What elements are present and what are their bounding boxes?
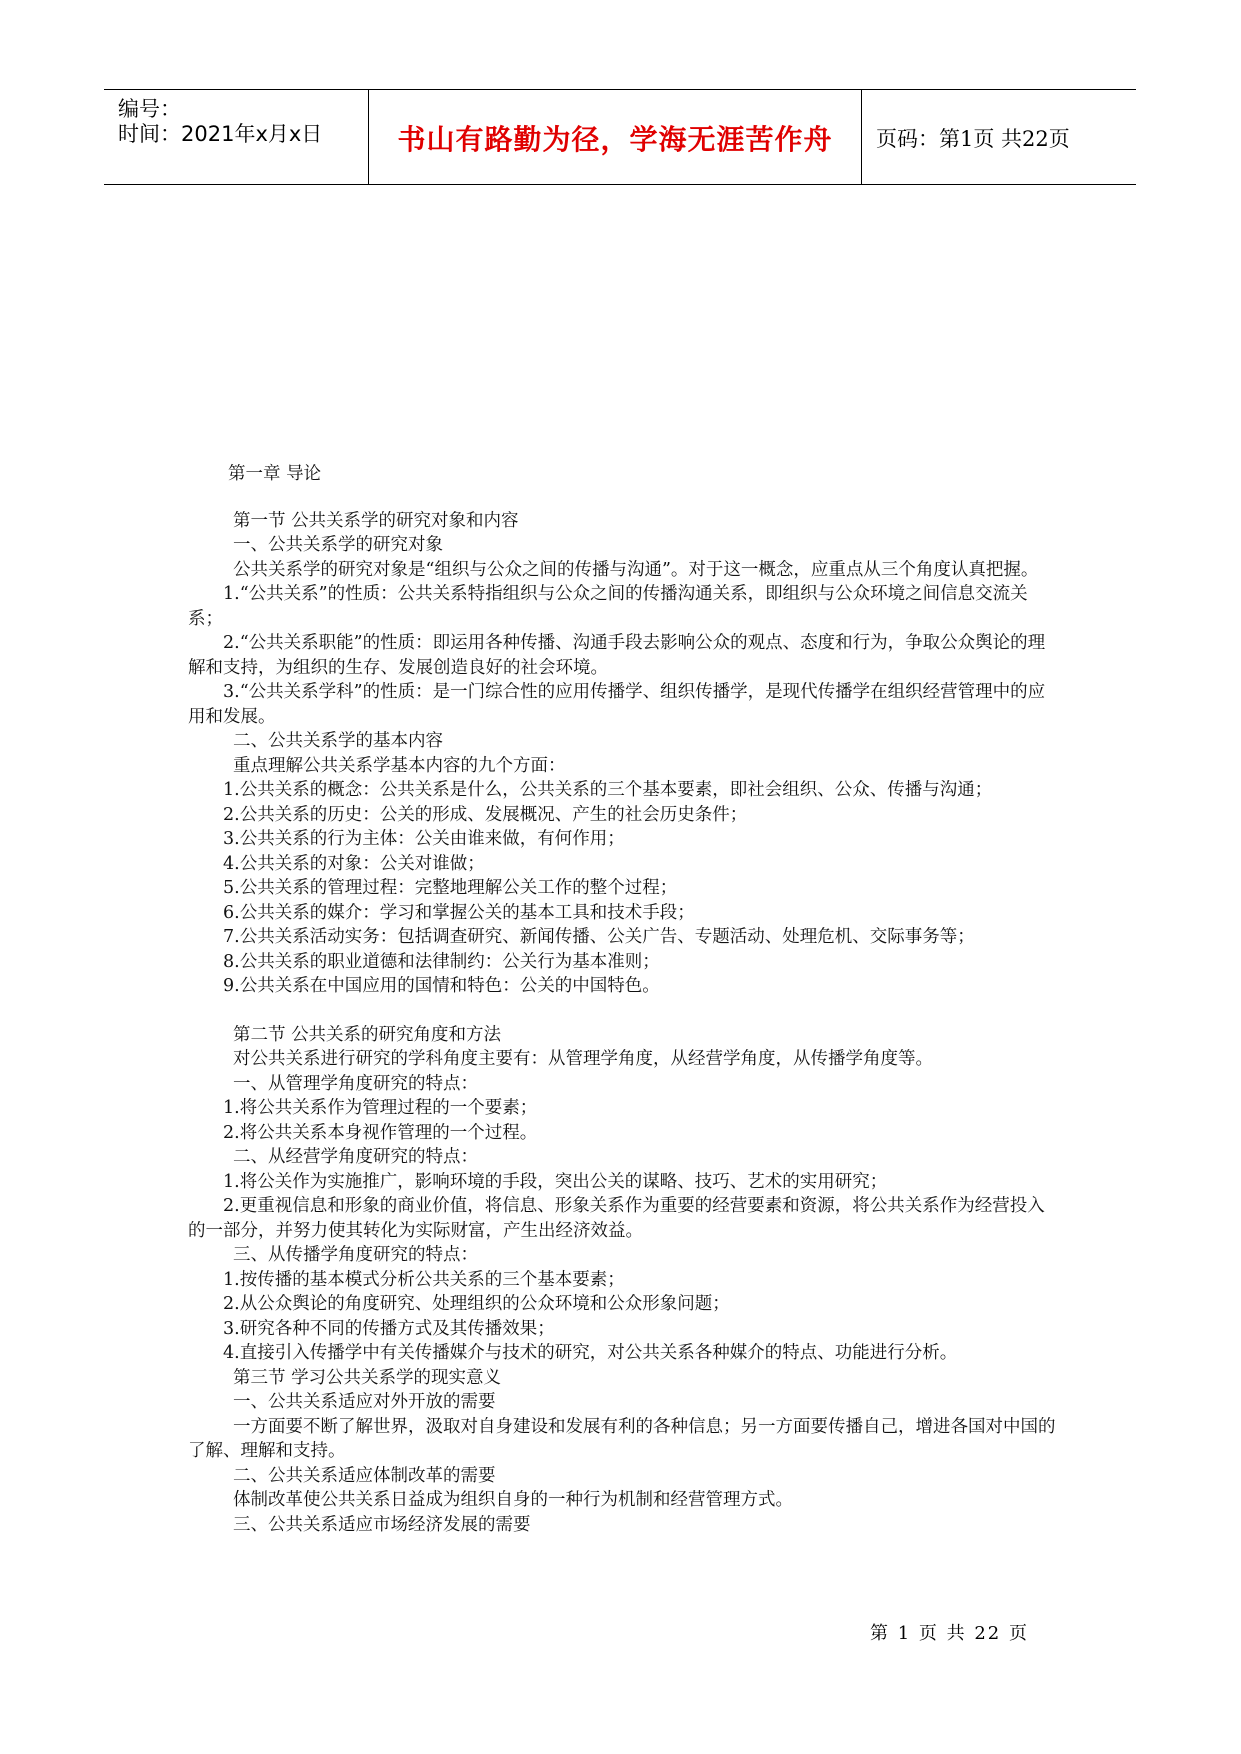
section-heading: 第二节 公共关系的研究角度和方法 bbox=[233, 1024, 502, 1045]
section-heading: 第三节 学习公共关系学的现实意义 bbox=[233, 1367, 502, 1388]
list-item: 5.公共关系的管理过程：完整地理解公关工作的整个过程； bbox=[223, 878, 678, 898]
chapter-title: 第一章 导论 bbox=[228, 464, 322, 484]
list-item: 1.公共关系的概念：公共关系是什么，公共关系的三个基本要素，即社会组织、公众、传播与沟通； bbox=[223, 780, 993, 800]
subsection-heading: 三、公共关系适应市场经济发展的需要 bbox=[233, 1514, 531, 1535]
paragraph: 对公共关系进行研究的学科角度主要有：从管理学角度，从经营学角度，从传播学角度等。 bbox=[233, 1049, 933, 1069]
list-item: 2.将公共关系本身视作管理的一个过程。 bbox=[223, 1122, 538, 1143]
paragraph: 体制改革使公共关系日益成为组织自身的一种行为机制和经营管理方式。 bbox=[233, 1490, 793, 1510]
subsection-heading: 一、公共关系适应对外开放的需要 bbox=[233, 1392, 496, 1412]
paragraph: 一方面要不断了解世界，汲取对自身建设和发展有利的各种信息；另一方面要传播自己，增进各国对中国的了解、理解和支持。 bbox=[188, 1416, 1056, 1461]
section-heading: 第一节 公共关系学的研究对象和内容 bbox=[233, 510, 519, 531]
list-item: 1.按传播的基本模式分析公共关系的三个基本要素； bbox=[223, 1269, 625, 1290]
list-item: 4.直接引入传播学中有关传播媒介与技术的研究，对公共关系各种媒介的特点、功能进行分析。 bbox=[223, 1343, 958, 1363]
list-item: 6.公共关系的媒介：学习和掌握公关的基本工具和技术手段； bbox=[223, 902, 695, 923]
document-number-label: 编号： bbox=[118, 97, 181, 121]
header-page-info: 页码：第1页 共22页 bbox=[876, 127, 1070, 151]
list-item: 3.研究各种不同的传播方式及其传播效果； bbox=[223, 1318, 555, 1339]
document-time-label: 时间：2021年x月x日 bbox=[118, 122, 323, 146]
list-item: 2.“公共关系职能”的性质：即运用各种传播、沟通手段去影响公众的观点、态度和行为，争取公众舆论的理解和支持，为组织的生存、发展创造良好的社会环境。 bbox=[188, 633, 1046, 678]
list-item: 9.公共关系在中国应用的国情和特色：公关的中国特色。 bbox=[223, 976, 660, 996]
subsection-heading: 一、公共关系学的研究对象 bbox=[233, 535, 443, 555]
subsection-heading: 三、从传播学角度研究的特点： bbox=[233, 1245, 478, 1265]
header-page-cell bbox=[862, 90, 1136, 184]
subsection-heading: 二、从经营学角度研究的特点： bbox=[233, 1147, 478, 1167]
list-item: 1.将公共关系作为管理过程的一个要素； bbox=[223, 1098, 538, 1118]
list-item: 3.公共关系的行为主体：公关由谁来做，有何作用； bbox=[223, 829, 625, 849]
list-item: 7.公共关系活动实务：包括调查研究、新闻传播、公关广告、专题活动、处理危机、交际事务等； bbox=[223, 927, 975, 947]
list-item: 1.“公共关系”的性质：公共关系特指组织与公众之间的传播沟通关系，即组织与公众环境之间信息交流关系； bbox=[188, 584, 1028, 629]
header-table bbox=[104, 89, 1136, 185]
subsection-heading: 二、公共关系适应体制改革的需要 bbox=[233, 1465, 496, 1486]
list-item: 2.从公众舆论的角度研究、处理组织的公众环境和公众形象问题； bbox=[223, 1294, 730, 1314]
header-motto: 书山有路勤为径，学海无涯苦作舟 bbox=[397, 123, 833, 156]
header-left-cell bbox=[104, 90, 368, 184]
subsection-heading: 二、公共关系学的基本内容 bbox=[233, 731, 443, 751]
page-footer: 第 1 页 共 22 页 bbox=[870, 1623, 1029, 1644]
list-item: 4.公共关系的对象：公关对谁做； bbox=[223, 853, 485, 874]
list-item: 2.公共关系的历史：公关的形成、发展概况、产生的社会历史条件； bbox=[223, 804, 748, 825]
paragraph: 公共关系学的研究对象是“组织与公众之间的传播与沟通”。对于这一概念，应重点从三个角度认真把握。 bbox=[233, 559, 1039, 580]
list-item: 8.公共关系的职业道德和法律制约：公关行为基本准则； bbox=[223, 951, 660, 972]
paragraph: 重点理解公共关系学基本内容的九个方面： bbox=[233, 755, 566, 776]
list-item: 3.“公共关系学科”的性质：是一门综合性的应用传播学、组织传播学，是现代传播学在组织经营管理中的应用和发展。 bbox=[188, 682, 1046, 727]
list-item: 1.将公关作为实施推广，影响环境的手段，突出公关的谋略、技巧、艺术的实用研究； bbox=[223, 1171, 888, 1192]
list-item: 2.更重视信息和形象的商业价值，将信息、形象关系作为重要的经营要素和资源，将公共关系作为经营投入的一部分，并努力使其转化为实际财富，产生出经济效益。 bbox=[188, 1196, 1045, 1241]
document-body bbox=[188, 452, 1058, 1537]
subsection-heading: 一、从管理学角度研究的特点： bbox=[233, 1073, 478, 1094]
header-motto-cell bbox=[368, 90, 862, 184]
